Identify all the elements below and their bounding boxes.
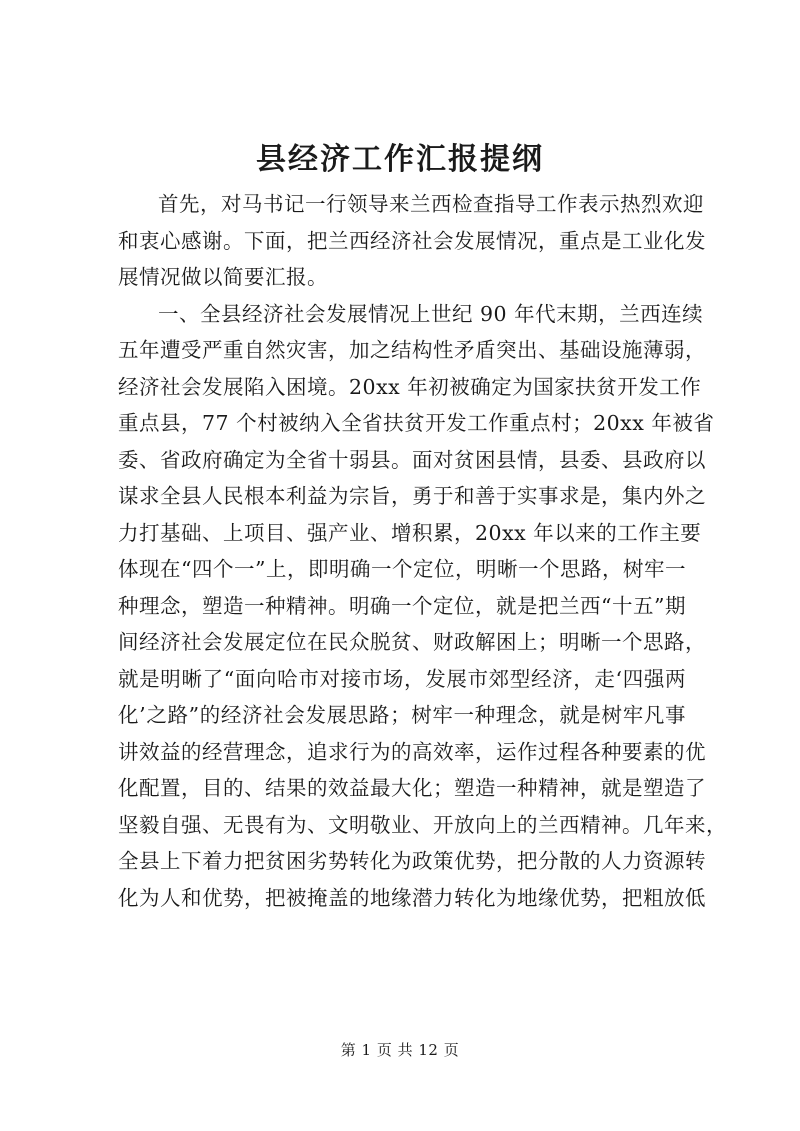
paragraph-2-line: 间经济社会发展定位在民众脱贫、财政解困上；明晰一个思路， — [118, 630, 706, 654]
paragraph-2-line: 就是明晰了“面向哈市对接市场，发展市郊型经济，走‘四强两 — [118, 666, 686, 691]
paragraph-2-line: 化为人和优势，把被掩盖的地缘潜力转化为地缘优势，把粗放低 — [118, 885, 706, 910]
paragraph-1-line: 首先，对马书记一行领导来兰西检查指导工作表示热烈欢迎 — [158, 192, 704, 216]
page-footer: 第 1 页 共 12 页 — [340, 1041, 460, 1059]
paragraph-2-line: 种理念，塑造一种精神。明确一个定位，就是把兰西“十五”期 — [118, 593, 686, 618]
paragraph-2-line: 委、省政府确定为全省十弱县。面对贫困县情，县委、县政府以 — [118, 447, 706, 472]
document-body — [118, 186, 727, 916]
paragraph-2-line: 全县上下着力把贫困劣势转化为政策优势，把分散的人力资源转 — [118, 849, 706, 873]
paragraph-2-line: 化配置，目的、结果的效益最大化；塑造一种精神，就是塑造了 — [118, 776, 706, 800]
paragraph-2-line: 化’之路”的经济社会发展思路；树牢一种理念，就是树牢凡事 — [118, 703, 686, 727]
document-title: 县经济工作汇报提纲 — [256, 142, 544, 177]
paragraph-1-line: 和衷心感谢。下面，把兰西经济社会发展情况，重点是工业化发 — [118, 228, 706, 253]
paragraph-2-line: 讲效益的经营理念，追求行为的高效率，运作过程各种要素的优 — [118, 739, 706, 764]
paragraph-2-line: 一、全县经济社会发展情况上世纪 90 年代末期，兰西连续 — [158, 301, 704, 326]
paragraph-2-line: 坚毅自强、无畏有为、文明敬业、开放向上的兰西精神。几年来， — [118, 812, 727, 837]
paragraph-2-line: 力打基础、上项目、强产业、增积累，20xx 年以来的工作主要 — [118, 520, 702, 545]
paragraph-2-line: 经济社会发展陷入困境。20xx 年初被确定为国家扶贫开发工作 — [118, 374, 702, 399]
paragraph-2-line: 五年遭受严重自然灾害，加之结构性矛盾突出、基础设施薄弱， — [118, 338, 706, 362]
paragraph-2-line: 体现在“四个一”上，即明确一个定位，明晰一个思路，树牢一 — [118, 557, 686, 581]
paragraph-2-line: 重点县，77 个村被纳入全省扶贫开发工作重点村；20xx 年被省 — [118, 411, 715, 435]
paragraph-1-line: 展情况做以简要汇报。 — [118, 265, 328, 289]
paragraph-2-line: 谋求全县人民根本利益为宗旨，勇于和善于实事求是，集内外之 — [118, 484, 706, 508]
